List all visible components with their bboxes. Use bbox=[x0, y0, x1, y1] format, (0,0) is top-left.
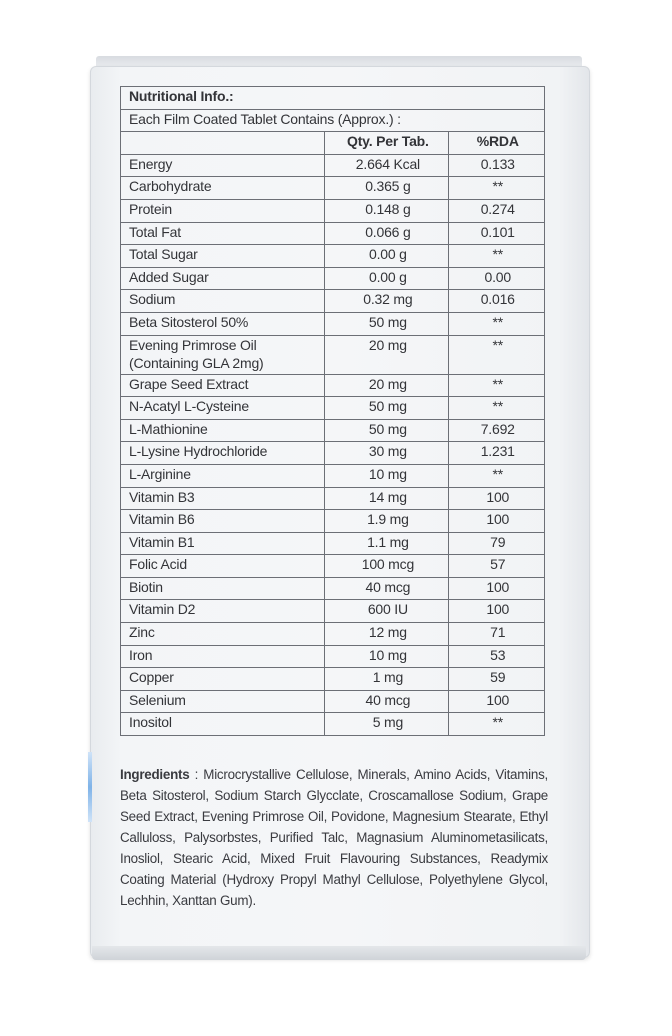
nutrient-name bbox=[121, 154, 325, 177]
nutrient-qty: 20 mg bbox=[325, 374, 449, 397]
table-row bbox=[121, 510, 545, 533]
nutrient-qty: 5 mg bbox=[325, 713, 449, 736]
nutrient-rda: ** bbox=[449, 177, 545, 200]
table-row bbox=[121, 222, 545, 245]
nutrient-qty: 1.9 mg bbox=[325, 510, 449, 533]
nutrient-rda: 0.101 bbox=[449, 222, 545, 245]
nutrient-name bbox=[121, 668, 325, 691]
nutrient-name-line: Carbohydrate bbox=[129, 178, 212, 195]
ingredients-label: Ingredients bbox=[120, 767, 190, 782]
table-row bbox=[121, 668, 545, 691]
nutrient-qty: 0.148 g bbox=[325, 199, 449, 222]
box-bottom-edge bbox=[92, 946, 586, 960]
table-row bbox=[121, 600, 545, 623]
nutrient-name-line: Zinc bbox=[129, 624, 155, 641]
table-row bbox=[121, 487, 545, 510]
table-row bbox=[121, 555, 545, 578]
nutrient-name-line: Iron bbox=[129, 646, 153, 663]
nutrient-rda: ** bbox=[449, 397, 545, 420]
nutrient-name-line: Added Sugar bbox=[129, 268, 209, 285]
nutrient-qty: 0.00 g bbox=[325, 245, 449, 268]
nutrient-name bbox=[121, 532, 325, 555]
nutrient-name bbox=[121, 374, 325, 397]
header-rda: %RDA bbox=[449, 132, 545, 155]
nutrient-qty: 0.00 g bbox=[325, 267, 449, 290]
nutrient-qty: 50 mg bbox=[325, 419, 449, 442]
nutrient-name bbox=[121, 577, 325, 600]
nutrient-name bbox=[121, 713, 325, 736]
nutrient-qty: 0.066 g bbox=[325, 222, 449, 245]
table-row bbox=[121, 245, 545, 268]
table-row bbox=[121, 577, 545, 600]
ingredients-paragraph bbox=[120, 764, 548, 911]
table-row bbox=[121, 290, 545, 313]
nutrient-name-line: Biotin bbox=[129, 578, 163, 595]
table-row bbox=[121, 397, 545, 420]
nutrient-rda: ** bbox=[449, 245, 545, 268]
nutrient-name-line: Folic Acid bbox=[129, 556, 187, 573]
table-row bbox=[121, 177, 545, 200]
nutrient-rda: 0.016 bbox=[449, 290, 545, 313]
nutrient-qty: 1.1 mg bbox=[325, 532, 449, 555]
nutrient-name-line: Copper bbox=[129, 669, 174, 686]
nutrient-name bbox=[121, 645, 325, 668]
nutrient-name bbox=[121, 245, 325, 268]
nutrient-rda: 59 bbox=[449, 668, 545, 691]
nutrient-qty: 1 mg bbox=[325, 668, 449, 691]
nutrient-name bbox=[121, 623, 325, 646]
nutrient-name bbox=[121, 464, 325, 487]
nutrient-name bbox=[121, 290, 325, 313]
nutrition-header-row bbox=[121, 132, 545, 155]
nutrient-name bbox=[121, 222, 325, 245]
nutrient-rda: 0.274 bbox=[449, 199, 545, 222]
nutrient-name bbox=[121, 267, 325, 290]
nutrient-rda: ** bbox=[449, 374, 545, 397]
nutrient-name-line: Vitamin B1 bbox=[129, 533, 195, 550]
nutrition-title: Nutritional Info.: bbox=[121, 87, 545, 110]
table-row bbox=[121, 335, 545, 374]
header-name bbox=[121, 132, 325, 155]
nutrient-rda: 79 bbox=[449, 532, 545, 555]
nutrient-qty: 2.664 Kcal bbox=[325, 154, 449, 177]
nutrient-qty: 10 mg bbox=[325, 464, 449, 487]
nutrient-qty: 40 mcg bbox=[325, 690, 449, 713]
table-row bbox=[121, 690, 545, 713]
nutrient-rda: 100 bbox=[449, 600, 545, 623]
nutrient-rda: ** bbox=[449, 464, 545, 487]
table-row bbox=[121, 645, 545, 668]
nutrient-name-line: Beta Sitosterol 50% bbox=[129, 313, 249, 330]
table-row bbox=[121, 532, 545, 555]
nutrient-name bbox=[121, 600, 325, 623]
nutrition-subtitle: Each Film Coated Tablet Contains (Approx.) : bbox=[121, 109, 545, 132]
nutrient-name-line: Inositol bbox=[129, 714, 172, 731]
nutrient-name-line: Vitamin B3 bbox=[129, 488, 195, 505]
table-row bbox=[121, 623, 545, 646]
nutrient-name-line: Energy bbox=[129, 155, 173, 172]
nutrient-name bbox=[121, 177, 325, 200]
nutrient-rda: 0.00 bbox=[449, 267, 545, 290]
nutrient-name-line-2: (Containing GLA 2mg) bbox=[129, 354, 264, 371]
nutrient-name-line: L-Arginine bbox=[129, 465, 191, 482]
table-row bbox=[121, 199, 545, 222]
nutrient-name bbox=[121, 419, 325, 442]
nutrient-name bbox=[121, 199, 325, 222]
nutrient-name-line: L-Lysine Hydrochloride bbox=[129, 443, 268, 460]
nutrient-rda: 71 bbox=[449, 623, 545, 646]
nutrient-name bbox=[121, 335, 325, 374]
nutrient-rda: 100 bbox=[449, 577, 545, 600]
nutrient-name bbox=[121, 690, 325, 713]
nutrition-table bbox=[120, 86, 545, 736]
nutrient-rda: ** bbox=[449, 335, 545, 374]
nutrient-name-line: Evening Primrose Oil bbox=[129, 336, 257, 353]
table-row bbox=[121, 713, 545, 736]
nutrient-name-line: Selenium bbox=[129, 691, 186, 708]
table-row bbox=[121, 442, 545, 465]
nutrient-rda: ** bbox=[449, 312, 545, 335]
nutrient-name-line: Total Fat bbox=[129, 223, 181, 240]
nutrient-qty: 0.32 mg bbox=[325, 290, 449, 313]
nutrient-name-line: L-Mathionine bbox=[129, 420, 208, 437]
nutrient-qty: 50 mg bbox=[325, 312, 449, 335]
nutrient-name-line: Total Sugar bbox=[129, 246, 198, 263]
nutrient-name bbox=[121, 555, 325, 578]
nutrient-name-line: Vitamin D2 bbox=[129, 601, 196, 618]
nutrient-rda: 57 bbox=[449, 555, 545, 578]
blue-edge-accent bbox=[88, 752, 92, 822]
nutrient-qty: 12 mg bbox=[325, 623, 449, 646]
nutrient-qty: 30 mg bbox=[325, 442, 449, 465]
nutrient-name bbox=[121, 397, 325, 420]
nutrition-title-row bbox=[121, 87, 545, 110]
nutrient-rda: 1.231 bbox=[449, 442, 545, 465]
nutrient-name-line: Vitamin B6 bbox=[129, 511, 195, 528]
nutrient-rda: ** bbox=[449, 713, 545, 736]
nutrient-qty: 10 mg bbox=[325, 645, 449, 668]
nutrient-qty: 100 mcg bbox=[325, 555, 449, 578]
table-row bbox=[121, 154, 545, 177]
nutrient-name-line: Grape Seed Extract bbox=[129, 375, 249, 392]
nutrient-name-line: N-Acatyl L-Cysteine bbox=[129, 398, 249, 415]
header-qty: Qty. Per Tab. bbox=[325, 132, 449, 155]
nutrient-qty: 14 mg bbox=[325, 487, 449, 510]
table-row bbox=[121, 267, 545, 290]
nutrition-subtitle-row bbox=[121, 109, 545, 132]
nutrient-name bbox=[121, 312, 325, 335]
ingredients-text: : Microcrystallive Cellulose, Minerals, Amino Acids, Vitamins, Beta Sitosterol, Sodium Starch Glycclate, Croscamallose Sodium, Grape Seed Extract, Evening Primrose Oil, Povidone, Magnesium Stearate, Ethyl Calluloss, Palysorbstes, Purified Talc, Magnasium Aluminometasilicats, Inosliol, Stearic Acid, Mixed Fruit Flavouring Substances, Readymix Coating Material (Hydroxy Propyl Mathyl Cellulose, Polyethylene Glycol, Lechhin, Xanttan Gum). bbox=[120, 767, 548, 908]
nutrient-qty: 600 IU bbox=[325, 600, 449, 623]
table-row bbox=[121, 312, 545, 335]
nutrient-name-line: Sodium bbox=[129, 291, 176, 308]
nutrient-rda: 100 bbox=[449, 690, 545, 713]
nutrient-name bbox=[121, 510, 325, 533]
nutrient-qty: 50 mg bbox=[325, 397, 449, 420]
nutrient-qty: 40 mcg bbox=[325, 577, 449, 600]
nutrient-name-line: Protein bbox=[129, 200, 172, 217]
table-row bbox=[121, 374, 545, 397]
nutrient-rda: 53 bbox=[449, 645, 545, 668]
nutrient-rda: 100 bbox=[449, 487, 545, 510]
nutrient-name bbox=[121, 487, 325, 510]
table-row bbox=[121, 419, 545, 442]
nutrient-rda: 100 bbox=[449, 510, 545, 533]
nutrient-qty: 20 mg bbox=[325, 335, 449, 374]
nutrient-qty: 0.365 g bbox=[325, 177, 449, 200]
nutrient-rda: 7.692 bbox=[449, 419, 545, 442]
nutrient-name bbox=[121, 442, 325, 465]
table-row bbox=[121, 464, 545, 487]
nutrient-rda: 0.133 bbox=[449, 154, 545, 177]
